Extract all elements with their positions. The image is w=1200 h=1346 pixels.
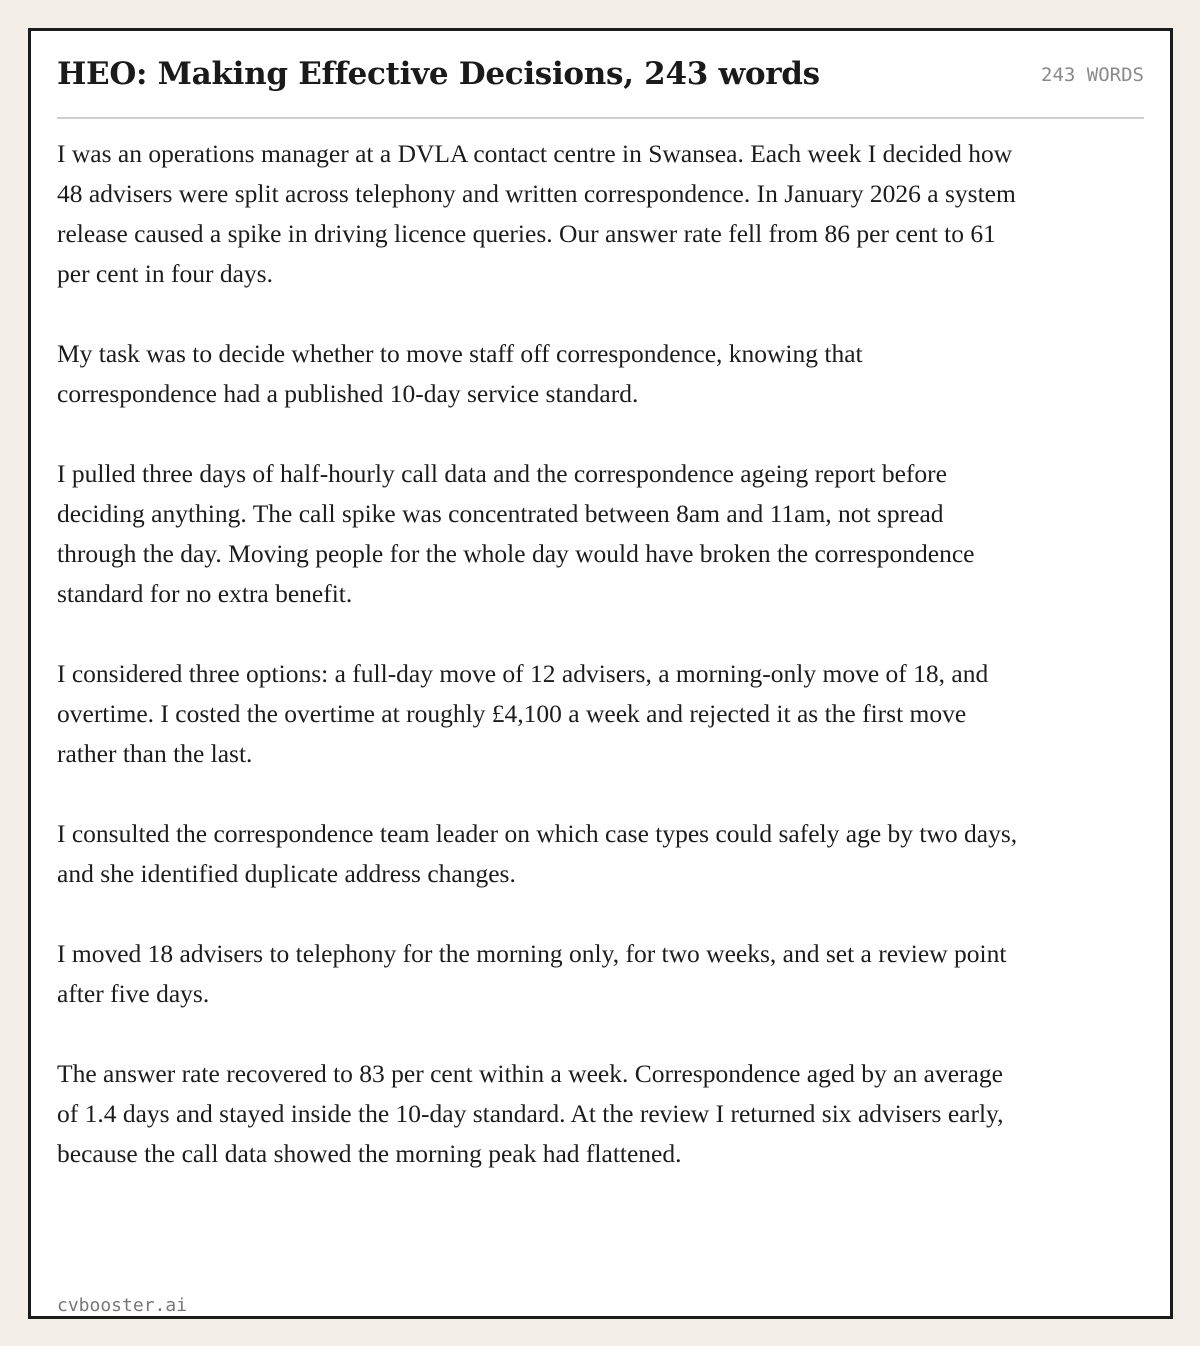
paragraph-result: The answer rate recovered to 83 per cent within a week. Correspondence aged by an average of 1.4 days and stayed inside the 10-day standard. At the review I returned six advisers early, because the call data showed the morning peak had flattened. (57, 1059, 1004, 1168)
brand-watermark: cvbooster.ai (57, 1295, 188, 1316)
paragraph-action: I moved 18 advisers to telephony for the morning only, for two weeks, and set a review point after five days. (57, 939, 1007, 1008)
statement-card (28, 28, 1173, 1319)
paragraph-situation: I was an operations manager at a DVLA contact centre in Swansea. Each week I decided how 48 advisers were split across telephony and written correspondence. In January 2026 a system release caused a spike in driving licence queries. Our answer rate fell from 86 per cent to 61 per cent in four days. (57, 139, 1016, 288)
word-count-badge: 243 WORDS (1041, 64, 1144, 86)
page-title: HEO: Making Effective Decisions, 243 words (57, 56, 820, 92)
card-header (57, 51, 1144, 119)
paragraph-consultation: I consulted the correspondence team leader on which case types could safely age by two days, and she identified duplicate address changes. (57, 819, 1018, 888)
paragraph-task: My task was to decide whether to move staff off correspondence, knowing that correspondence had a published 10-day service standard. (57, 339, 863, 408)
paragraph-analysis: I pulled three days of half-hourly call data and the correspondence ageing report before deciding anything. The call spike was concentrated between 8am and 11am, not spread through the day. Moving people for the whole day would have broken the correspondence standard for no extra benefit. (57, 459, 975, 608)
paragraph-options: I considered three options: a full-day move of 12 advisers, a morning-only move of 18, and overtime. I costed the overtime at roughly £4,100 a week and rejected it as the first move rather than the last. (57, 659, 989, 768)
statement-body (57, 134, 1027, 1174)
